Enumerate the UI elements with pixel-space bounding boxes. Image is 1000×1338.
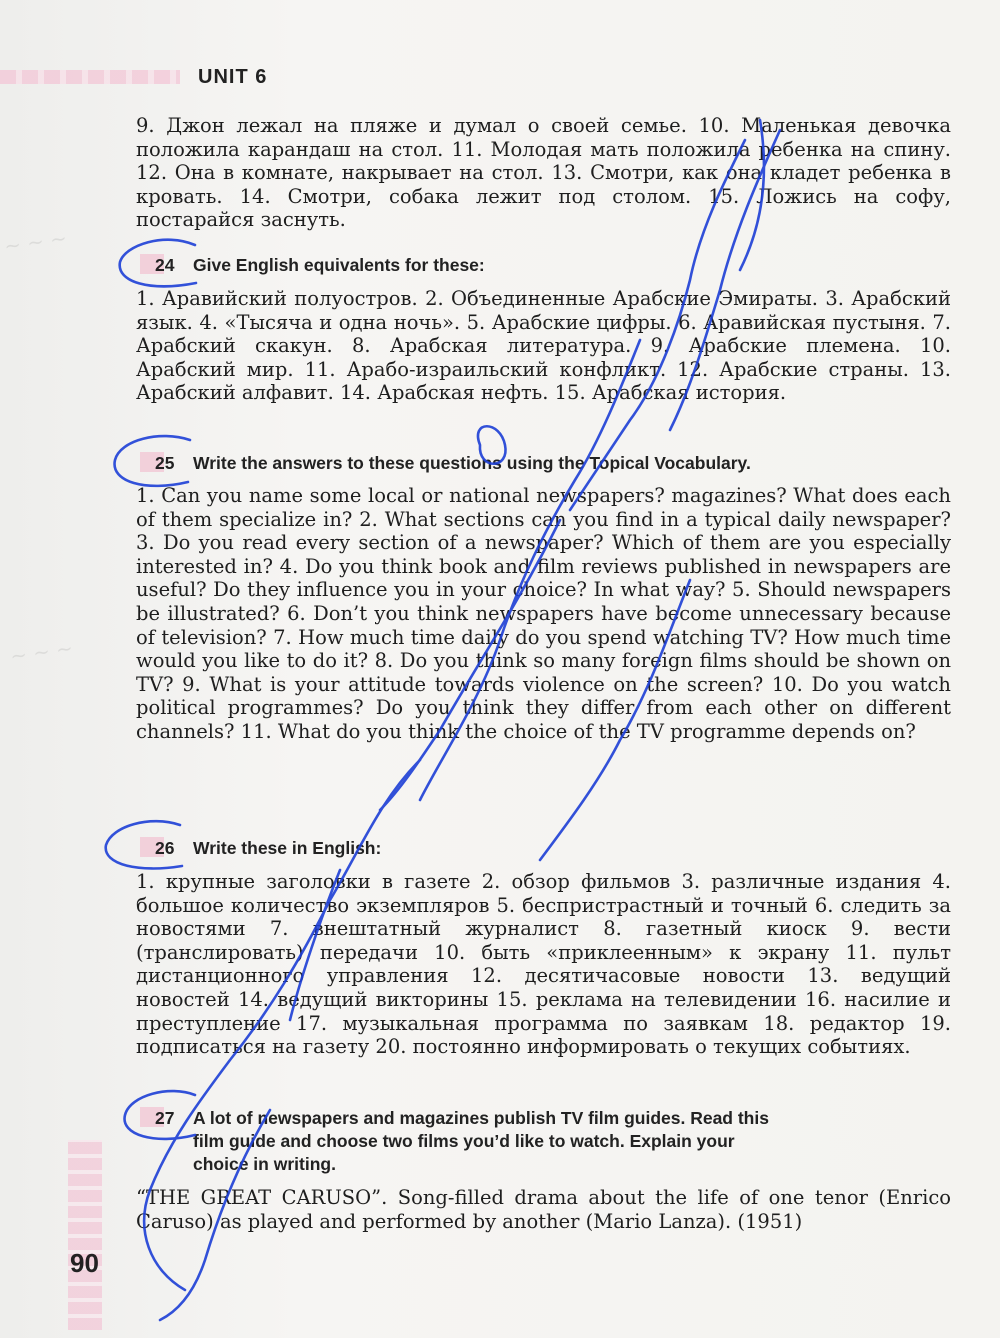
intro-paragraph: 9. Джон лежал на пляже и думал о своей семье. 10. Маленькая девочка положила карандаш на стол. 11. Молодая мать положила ребенка на спину. 12. Она в комнате, накрывает на стол. 13. Смотри, как она кладет ребенка в кровать. 14. Смотри, собака лежит под столом. 15. Ложись на софу, постарайся заснуть.	[136, 114, 951, 232]
exercise-25-text: 1. Can you name some local or national newspapers? magazines? What does each of them specialize in? 2. What sections can you find in a typical daily newspaper? 3. Do you read every section of a newspaper? Which of them are you especially interested in? 4. Do you think book and film reviews published in newspapers are useful? Do they influence you in your choice? In what way? 5. Should newspapers be illustrated? 6. Don’t you think newspapers have become unnecessary because of television? 7. How much time daily do you spend watching TV? How much time would you like to do it? 8. Do you think so many foreign films should be shown on TV? 9. What is your attitude towards violence on the screen? 10. Do you watch political programmes? Do you think they differ from each other on different channels? 11. What do you think the choice of the TV programme depends on?	[136, 484, 951, 743]
ink-scribble	[160, 1110, 270, 1320]
exercise-title-line: choice in writing.	[193, 1154, 336, 1174]
exercise-title-line: A lot of newspapers and magazines publish TV film guides. Read this	[193, 1108, 769, 1128]
exercise-number: 24	[155, 255, 175, 275]
ink-scribble	[420, 340, 640, 800]
exercise-number: 27	[155, 1108, 175, 1128]
exercise-27-text: “THE GREAT CARUSO”. Song-filled drama about the life of one tenor (Enrico Caruso) as played and performed by another (Mario Lanza). (1951)	[136, 1186, 951, 1233]
exercise-title: Write the answers to these questions using the Topical Vocabulary.	[193, 453, 751, 473]
exercise-number: 25	[155, 453, 175, 473]
ink-scribble	[380, 520, 560, 810]
ink-scribble	[144, 760, 420, 1290]
exercise-26-text: 1. крупные заголовки в газете 2. обзор фильмов 3. различные издания 4. большое количество экземпляров 5. беспристрастный и точный 6. следить за новостями 7. внештатный журналист 8. газетный киоск 9. вести (транслировать) передачи 10. быть «приклеенным» к экрану 11. пульт дистанционного управления 12. десятичасовые новости 13. ведущий новостей 14. ведущий викторины 15. реклама на телевидении 16. насилие и преступление 17. музыкальная программа по заявкам 18. редактор 19. подписаться на газету 20. постоянно информировать о текущих событиях.	[136, 870, 951, 1059]
page-number: 90	[70, 1248, 99, 1278]
ink-circle-25	[115, 436, 190, 486]
exercise-title: Write these in English:	[193, 838, 382, 858]
exercise-24-text: 1. Аравийский полуостров. 2. Объединенные Арабские Эмираты. 3. Арабский язык. 4. «Тысяча и одна ночь». 5. Арабские цифры. 6. Аравийская пустыня. 7. Арабский скакун. 8. Арабская литература. 9. Арабские племена. 10. Арабский мир. 11. Арабо-израильский конфликт. 12. Арабские страны. 13. Арабский алфавит. 14. Арабская нефть. 15. Арабская история.	[136, 287, 951, 405]
exercise-title-line: film guide and choose two films you’d like to watch. Explain your	[193, 1131, 735, 1151]
ink-scribble	[478, 426, 506, 464]
ink-circle-24	[120, 240, 196, 287]
ink-scribble	[290, 870, 340, 1020]
unit-title: UNIT 6	[198, 66, 268, 88]
bleed-through-handwriting: ~ ~ ~	[2, 225, 69, 259]
bleed-through-handwriting: ~ ~ ~	[8, 635, 75, 669]
ink-circle-26	[106, 821, 182, 868]
exercise-title: Give English equivalents for these:	[193, 255, 485, 275]
ink-circle-27	[125, 1091, 195, 1139]
ink-scribble	[570, 140, 745, 510]
ink-scribble	[540, 580, 690, 860]
exercise-number: 26	[155, 838, 175, 858]
